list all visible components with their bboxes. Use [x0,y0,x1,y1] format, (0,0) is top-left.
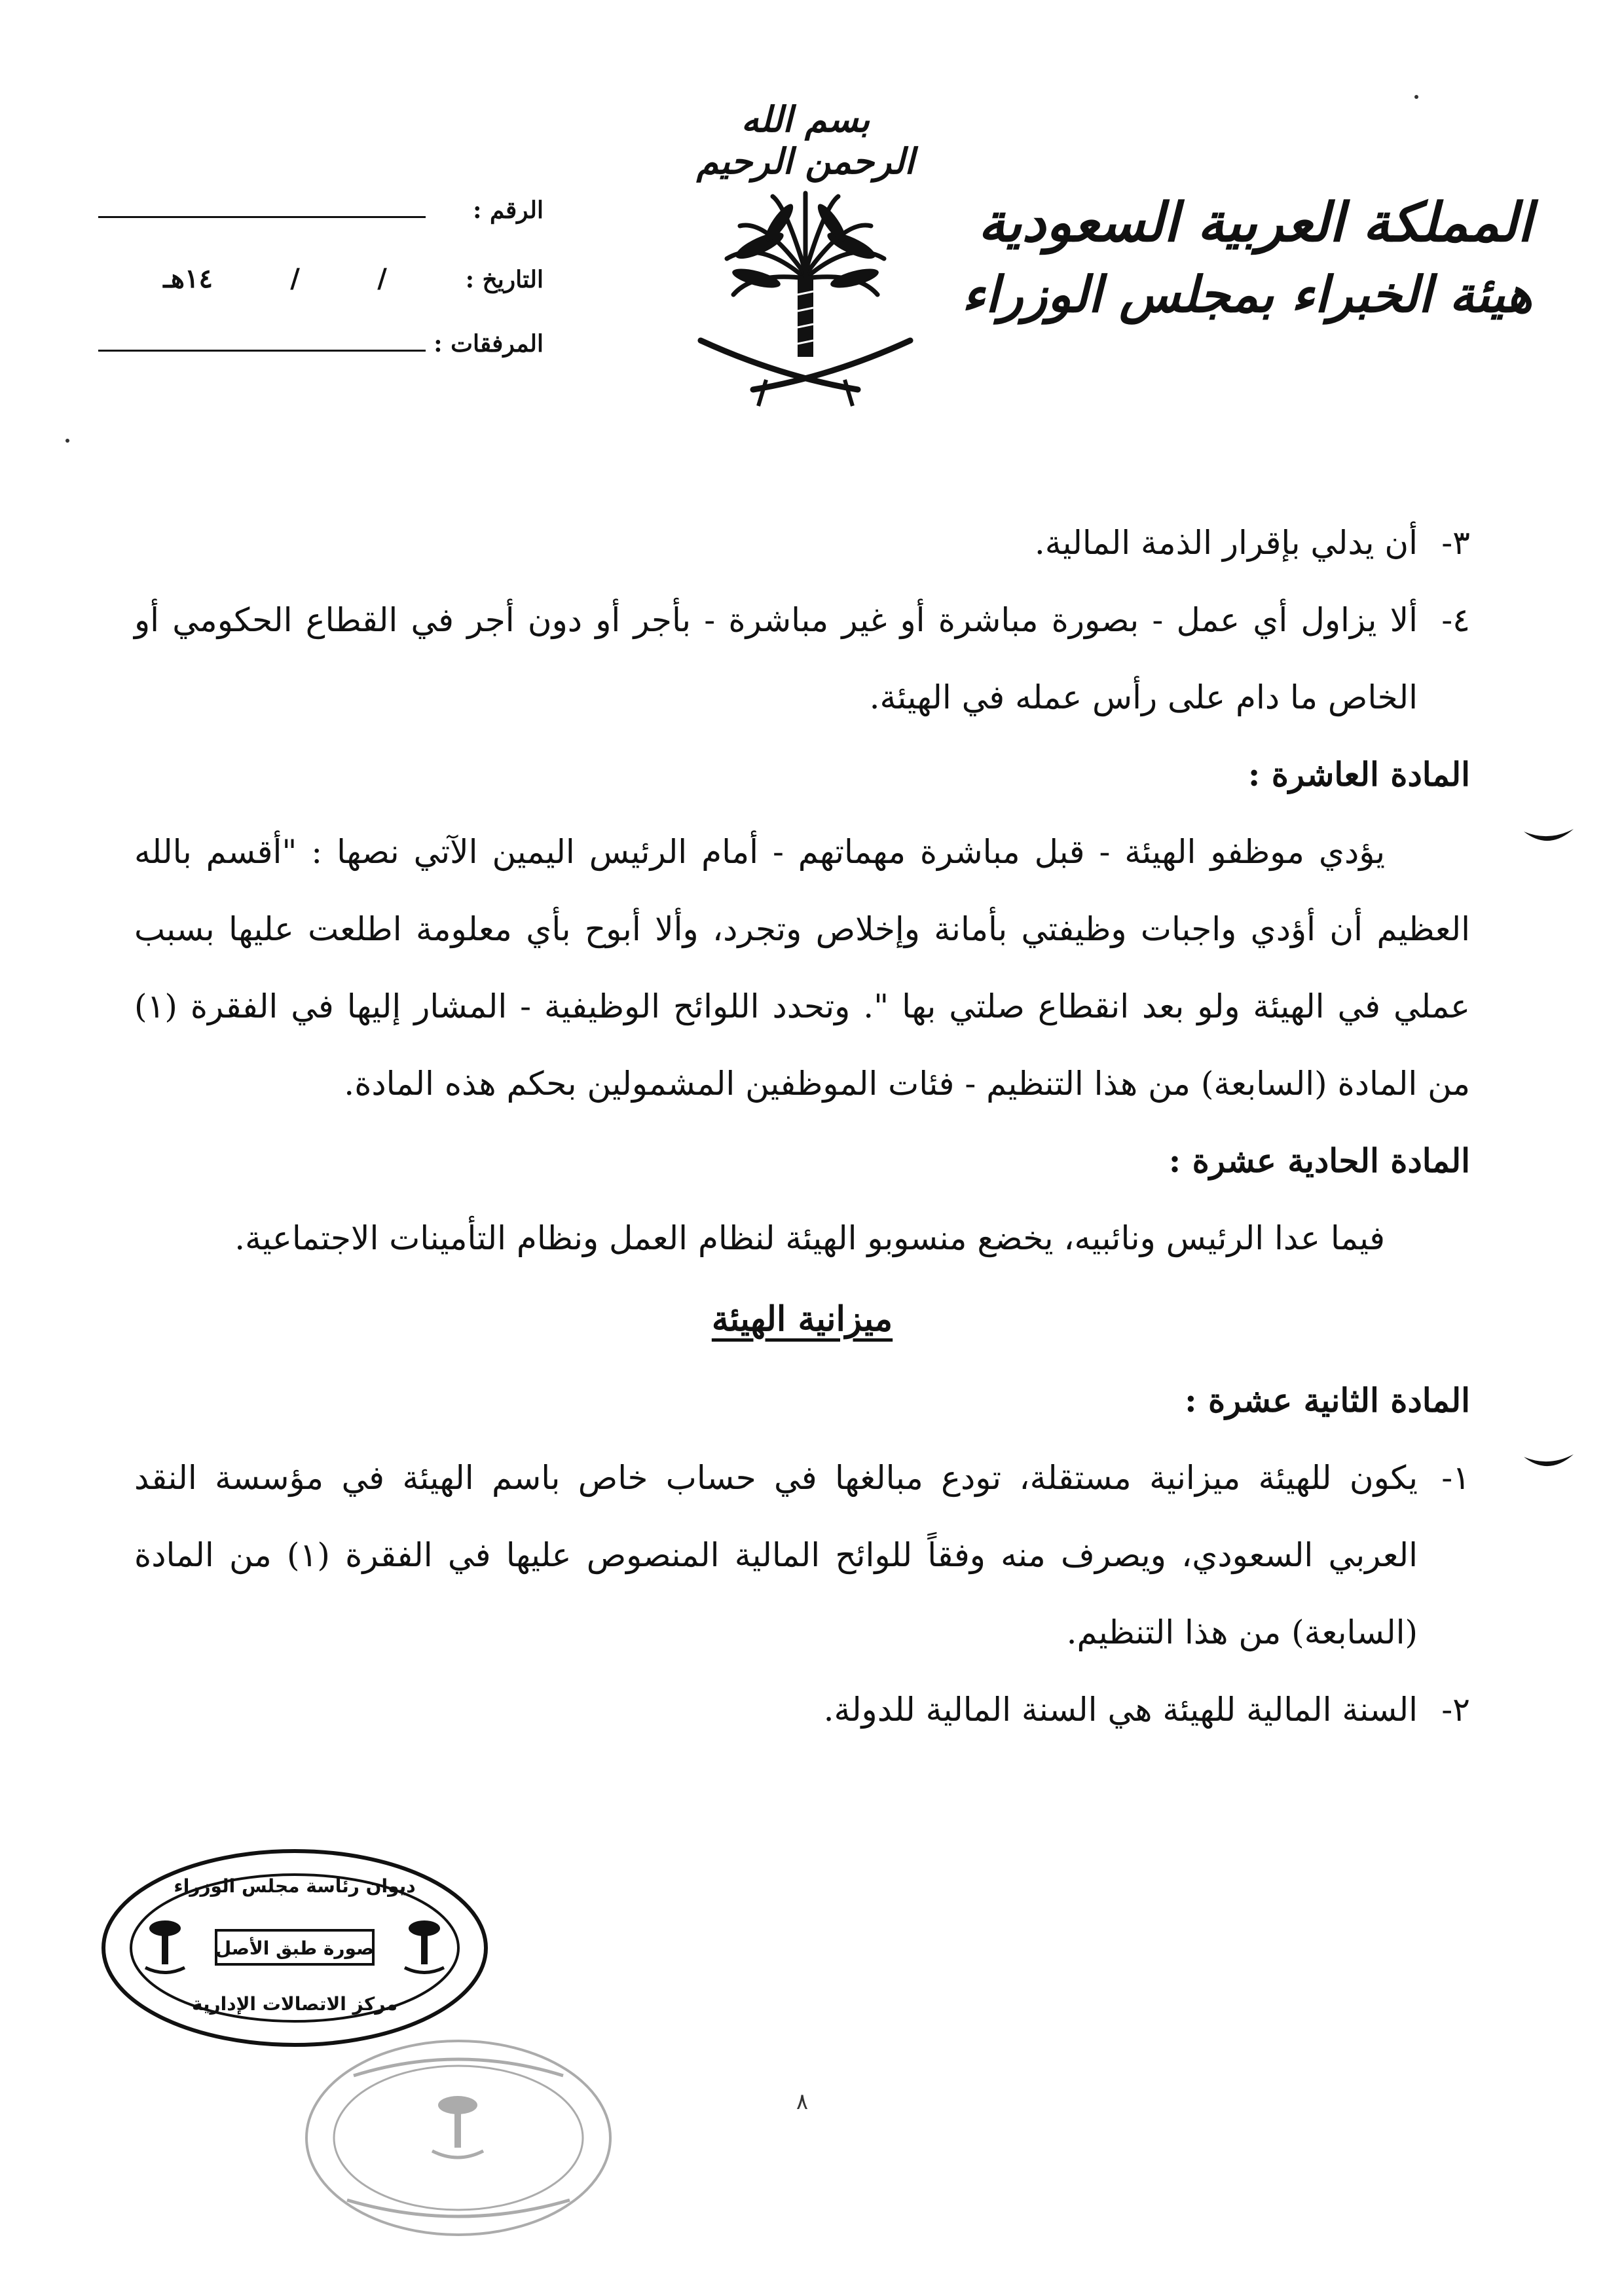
ref-number-row [98,196,544,263]
agency-name: هيئة الخبراء بمجلس الوزراء [961,265,1532,323]
basmala: بسم الله الرحمن الرحيم [696,98,915,182]
list-item [134,1439,1470,1671]
scan-speck [1414,95,1418,99]
date-hijri-suffix: ١٤هـ [163,263,213,294]
reference-block [98,196,544,397]
date-label: التاريخ : [465,266,544,293]
item-number: ٤- [1441,601,1470,639]
item-text: ألا يزاول أي عمل - بصورة مباشرة أو غير مباشرة - بأجر أو دون أجر في القطاع الحكومي أو الخاص ما دام على رأس عمله في الهيئة. [134,601,1418,716]
date-separator: / [377,263,387,294]
palm-and-swords-emblem [681,180,930,416]
date-separator: / [290,263,300,294]
item-number: ١- [1441,1459,1470,1497]
scan-speck [65,439,69,443]
date-row [98,263,544,330]
attachments-blank [98,330,426,352]
item-text: السنة المالية للهيئة هي السنة المالية للدولة. [823,1691,1418,1729]
organization-header [961,187,1532,331]
item-text: أن يدلي بإقرار الذمة المالية. [1034,524,1418,562]
list-item [134,1671,1470,1748]
page-number: ٨ [796,2089,809,2115]
attachments-label: المرفقات : [434,330,544,358]
article-heading: المادة العاشرة : [1247,755,1470,794]
ref-number-blank [98,196,426,218]
item-number: ٣- [1441,524,1470,562]
margin-tick-mark [1522,825,1575,851]
article-paragraph: فيما عدا الرئيس ونائبيه، يخضع منسوبو الهيئة لنظام العمل ونظام التأمينات الاجتماعية. [234,1219,1385,1257]
ref-number-label: الرقم : [473,196,544,224]
list-item [134,504,1470,581]
attachments-row [98,330,544,397]
stamp-center-text: صورة طبق الأصل [215,1937,375,1959]
stamp-bottom-text: مركز الاتصالات الإدارية [191,1993,398,2015]
article-heading: المادة الحادية عشرة : [1168,1141,1470,1180]
item-text: يكون للهيئة ميزانية مستقلة، تودع مبالغها في حساب خاص باسم الهيئة في مؤسسة النقد العربي السعودي، ويصرف منه وفقاً للوائح المالية المنصوص عليها في الفقرة (١) من المادة (السابعة) من هذا التنظيم. [134,1459,1418,1651]
country-name: المملكة العربية السعودية [978,191,1532,254]
faint-seal-stamp [301,2036,616,2239]
section-title: ميزانية الهيئة [711,1299,893,1339]
article-paragraph: يؤدي موظفو الهيئة - قبل مباشرة مهماتهم - أمام الرئيس اليمين الآتي نصها : "أقسم بالله العظيم أن أؤدي واجبات وظيفتي بأمانة وإخلاص وتجرد، وألا أبوح بأي معلومة اطلعت عليها بسبب عملي في الهيئة ولو بعد انقطاع صلتي بها ". وتحدد اللوائح الوظيفية - المشار إليها في الفقرة (١) من المادة (السابعة) من هذا التنظيم - فئات الموظفين المشمولين بحكم هذه المادة. [134,833,1470,1103]
list-item [134,581,1470,736]
margin-tick-mark [1522,1450,1575,1477]
certified-copy-stamp [98,1846,491,2049]
date-blank [98,263,426,294]
article-heading: المادة الثانية عشرة : [1185,1381,1470,1420]
stamp-top-text: ديوان رئاسة مجلس الوزراء [174,1875,416,1897]
item-number: ٢- [1441,1691,1470,1729]
document-body [134,504,1470,1748]
